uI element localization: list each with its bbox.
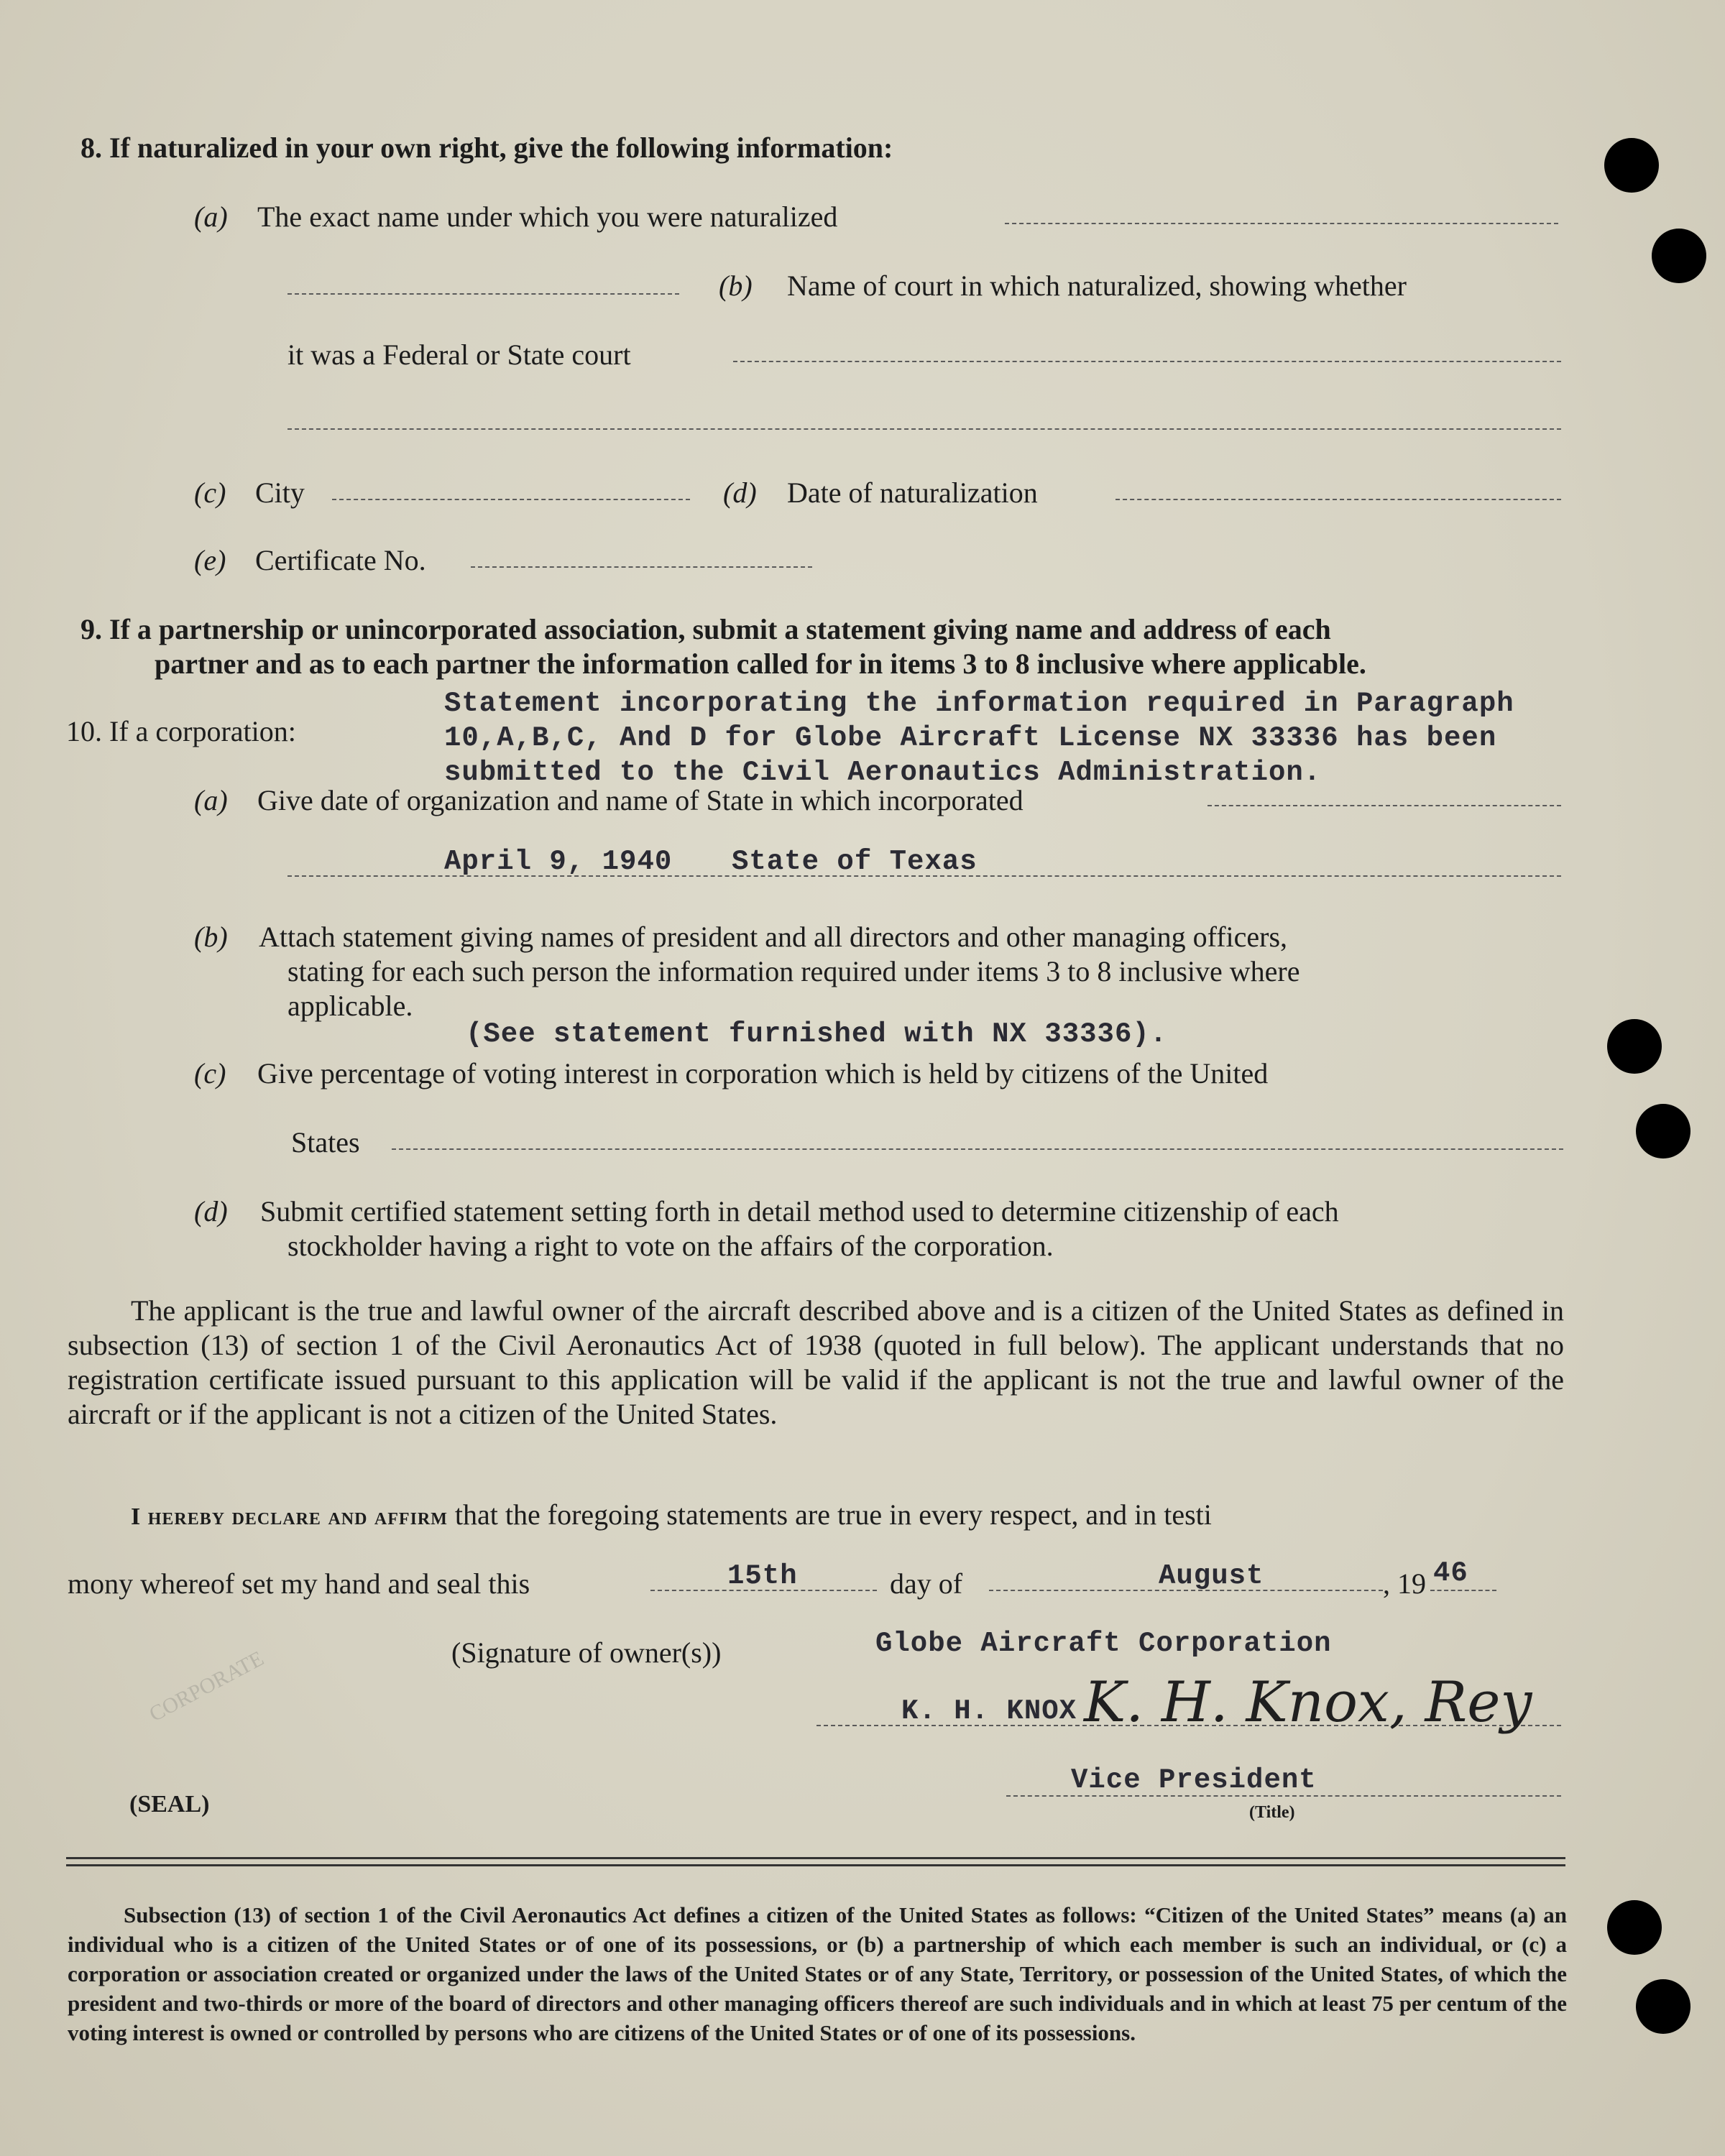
item10-b-text1: Attach statement giving names of president and all directors and other managing officers, <box>259 921 1288 953</box>
item10-c-text: Give percentage of voting interest in corporation which is held by citizens of the United <box>257 1057 1269 1089</box>
item8-b-text: Name of court in which naturalized, showing whether <box>787 270 1407 302</box>
organization-field-cont[interactable] <box>288 875 1561 877</box>
name-naturalized-field[interactable] <box>1005 223 1558 224</box>
item8-d-mark: (d) <box>723 476 757 509</box>
item8-d-text: Date of naturalization <box>787 476 1038 509</box>
item9-line2: partner and as to each partner the information called for in items 3 to 8 inclusive where applicable. <box>155 648 1366 680</box>
year-prefix: , 19 <box>1383 1567 1426 1600</box>
testimony-text: mony whereof set my hand and seal this <box>68 1567 530 1600</box>
item8-c-mark: (c) <box>194 476 226 509</box>
item8-e-mark: (e) <box>194 544 226 576</box>
item10-a-text: Give date of organization and name of State in which incorporated <box>257 784 1024 816</box>
item10-c-cont: States <box>291 1126 360 1158</box>
footnote-subsection-13: Subsection (13) of section 1 of the Civil Aeronautics Act defines a citizen of the United States as follows: “Citizen of the United States” means (a) an individual who is a citizen of the United States or of one of its possessions, or (b) a partnership of which each member is such an individual, or (c) a corporation or association created or organized under the laws of the United States or of any State, Territory, or possession of the United States, of which the president and two-thirds or more of the board of directors and other managing officers thereof are such individuals and in which at least 75 per centum of the voting interest is owned or controlled by persons who are citizens of the United States or of one of its possessions. <box>68 1902 1567 2045</box>
affirm-line <box>131 1498 1212 1531</box>
title-value: Vice President <box>1071 1764 1317 1796</box>
title-label: (Title) <box>1249 1803 1295 1822</box>
divider-rule <box>66 1864 1565 1866</box>
item8-e-text: Certificate No. <box>255 544 426 576</box>
item10-b-text3: applicable. <box>288 990 413 1022</box>
court-field-cont[interactable] <box>288 428 1561 430</box>
item10-typed-line2: 10,A,B,C, And D for Globe Aircraft License NX 33336 has been <box>444 722 1497 754</box>
item8-a-text: The exact name under which you were naturalized <box>257 201 838 233</box>
day-value: 15th <box>727 1560 798 1592</box>
item10-d-text1: Submit certified statement setting forth in detail method used to determine citizenship of each <box>260 1195 1339 1227</box>
divider-rule <box>66 1857 1565 1859</box>
item10-b-typed: (See statement furnished with NX 33336). <box>466 1018 1168 1050</box>
item10-label: 10. If a corporation: <box>66 715 296 747</box>
organization-date: April 9, 1940 <box>444 846 673 877</box>
corporate-seal-stamp: CORPORATE <box>145 1646 268 1727</box>
certificate-field[interactable] <box>471 566 812 568</box>
item10-a-mark: (a) <box>194 784 228 816</box>
city-field[interactable] <box>332 499 690 500</box>
court-field[interactable] <box>733 361 1561 362</box>
item8-b-cont: it was a Federal or State court <box>288 338 631 371</box>
item8-b-mark: (b) <box>719 270 753 302</box>
punch-hole <box>1607 1019 1662 1074</box>
item10-b-text2: stating for each such person the information required under items 3 to 8 inclusive where <box>288 955 1300 987</box>
item10-d-text2: stockholder having a right to vote on the affairs of the corporation. <box>288 1230 1054 1262</box>
organization-field[interactable] <box>1208 805 1561 806</box>
organization-state: State of Texas <box>732 846 978 877</box>
punch-hole <box>1604 138 1659 193</box>
day-of-text: day of <box>890 1567 963 1600</box>
handwritten-signature: K. H. Knox, Rey <box>1084 1670 1532 1735</box>
item10-d-mark: (d) <box>194 1195 228 1227</box>
punch-hole <box>1607 1900 1662 1955</box>
item8-label: 8. If naturalized in your own right, give the following information: <box>80 132 893 164</box>
item9-line1: 9. If a partnership or unincorporated association, submit a statement giving name and address of each <box>80 613 1331 645</box>
punch-hole <box>1636 1104 1690 1158</box>
item8-c-text: City <box>255 476 305 509</box>
declaration-paragraph: The applicant is the true and lawful owner of the aircraft described above and is a citizen of the United States as defined in subsection (13) of section 1 of the Civil Aeronautics Act of 1938 (quoted in full below). The applicant understands that no registration certificate issued pursuant to this application will be valid if the applicant is not the true and lawful owner of the aircraft or if the applicant is not a citizen of the United States. <box>68 1294 1564 1430</box>
punch-hole <box>1636 1979 1690 2034</box>
item10-b-mark: (b) <box>194 921 228 953</box>
item10-typed-line3: submitted to the Civil Aeronautics Administration. <box>444 757 1322 788</box>
item10-typed-line1: Statement incorporating the information required in Paragraph <box>444 688 1514 719</box>
seal-label: (SEAL) <box>129 1791 210 1818</box>
signature-typed-name: K. H. KNOX <box>901 1695 1077 1727</box>
month-value: August <box>1159 1560 1264 1592</box>
item8-a-mark: (a) <box>194 201 228 233</box>
signature-label: (Signature of owner(s)) <box>451 1636 722 1669</box>
name-naturalized-field-cont[interactable] <box>288 293 679 295</box>
item10-c-mark: (c) <box>194 1057 226 1089</box>
affirm-lead: I hereby declare and affirm <box>131 1503 448 1530</box>
date-naturalization-field[interactable] <box>1116 499 1561 500</box>
punch-hole <box>1652 229 1706 283</box>
year-value: 46 <box>1433 1557 1468 1589</box>
signature-company: Globe Aircraft Corporation <box>875 1628 1332 1659</box>
title-field[interactable] <box>1006 1795 1561 1797</box>
year-field[interactable] <box>1430 1590 1496 1591</box>
voting-percentage-field[interactable] <box>392 1148 1563 1150</box>
affirm-rest: that the foregoing statements are true in every respect, and in testi <box>454 1498 1212 1531</box>
